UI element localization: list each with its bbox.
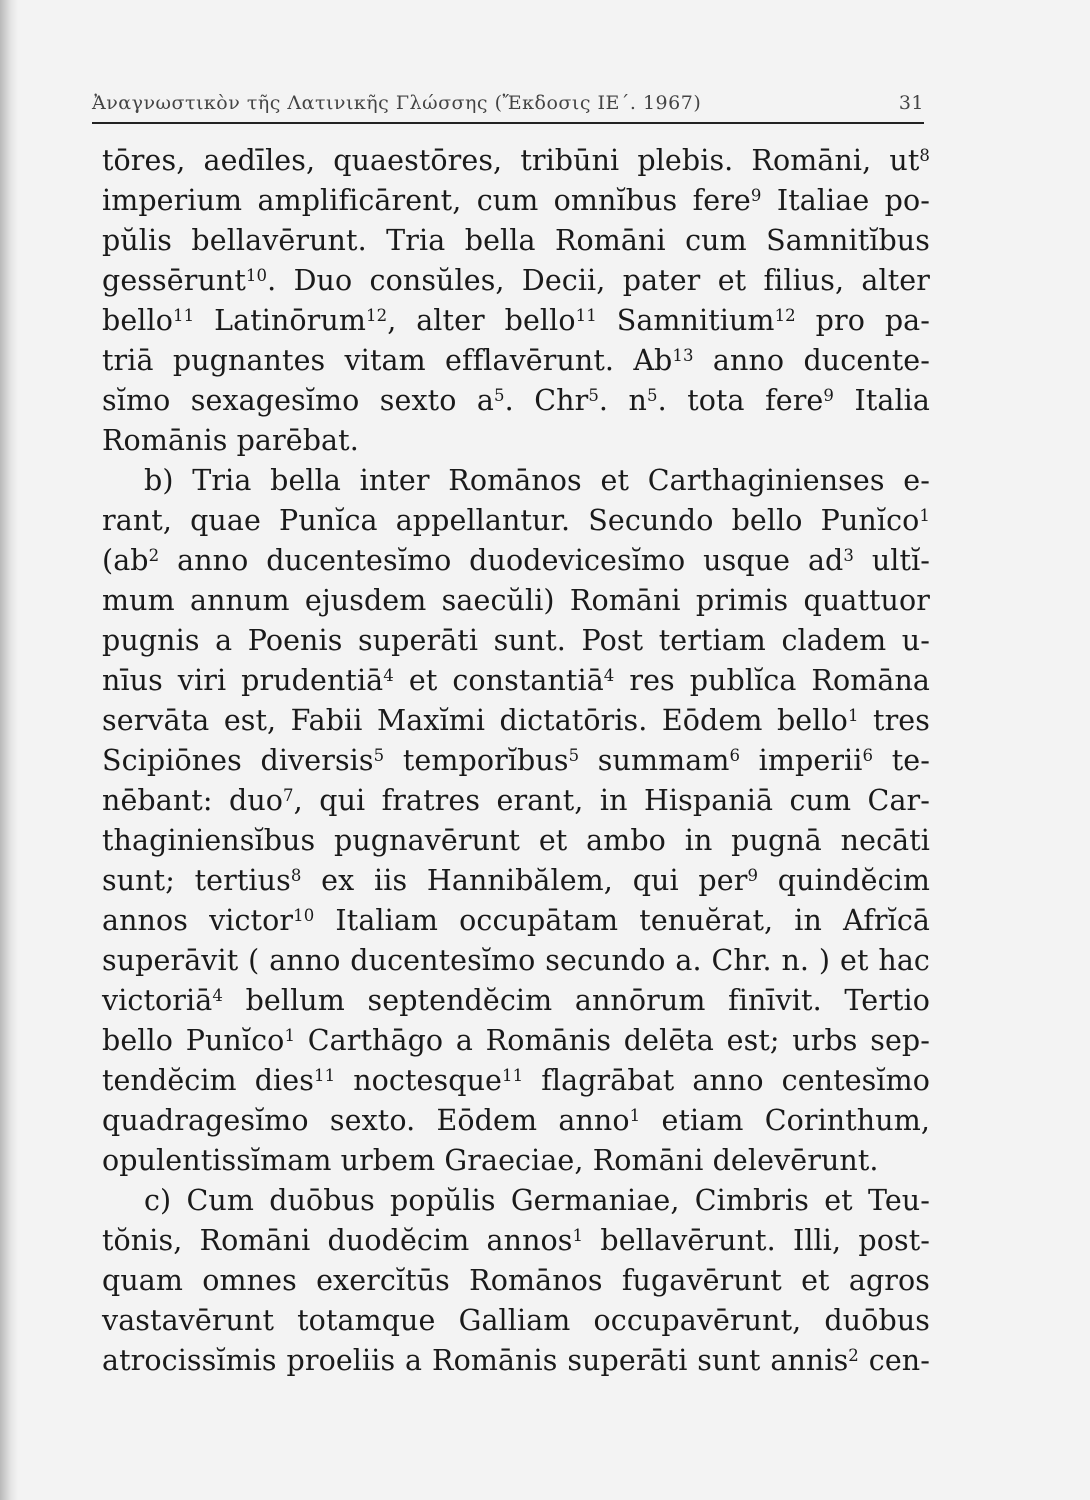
text-line: servāta est, Fabii Maxĭmi dictatōris. Eōdem bello$^1$ tres (102, 704, 930, 737)
text-line: ($ab^2$ anno ducentesĭmo duodevicesĭmo usque $ad^3$ ultĭ- (102, 544, 931, 577)
running-head (92, 92, 924, 124)
text-line: tendĕcim dies$^{11}$ noctesque$^{11}$ flagrābat anno centesĭmo (102, 1064, 930, 1097)
text-line: quam omnes exercĭtūs Romānos fugavērunt et agros (102, 1264, 930, 1297)
paragraph-b-start: b) Tria bella inter Romānos et Carthaginienses e- (144, 464, 930, 497)
text-line: Romānis parēbat. (102, 424, 359, 457)
body-text (102, 141, 930, 1381)
running-head-title: Ἀναγνωστικὸν τῆς Λατινικῆς Γλώσσης (Ἔκδοσις ΙΕ΄. 1967) (92, 92, 702, 114)
text-line: rant, quae Punĭca appellantur. Secundo bello Punĭco$^1$ (102, 504, 930, 537)
page-number: 31 (898, 92, 924, 114)
text-line: pugnis a Poenis superāti sunt. Post tertiam cladem u- (102, 624, 930, 657)
text-line: atrocissĭmis proeliis a Romānis superāti sunt annis$^2$ cen- (102, 1344, 930, 1377)
text-line: vastavērunt totamque Galliam occupavērunt, duōbus (102, 1304, 930, 1337)
text-line: bello Punĭco$^1$ Carthāgo a Romānis delēta est; urbs sep- (102, 1024, 931, 1057)
text-line: thaginiensĭbus pugnavērunt et ambo in pugnā necāti (102, 824, 930, 857)
text-line: triā pugnantes vitam efflavērunt. Ab$^{13}$ anno ducente- (102, 344, 930, 377)
text-line: annos victor$^{10}$ Italiam occupātam tenuĕrat, in Afrĭcā (102, 904, 930, 937)
text-line: sĭmo sexagesĭmo sexto $a^5$. Chr$^5$. $n^5$. tota fere$^9$ Italia (102, 384, 930, 417)
page-binding-edge (0, 0, 18, 1500)
text-line: victoriā$^4$ bellum septendĕcim annōrum finīvit. Tertio (102, 984, 930, 1017)
text-line: imperium amplificārent, cum omnĭbus fere$^9$ Italiae po- (102, 184, 930, 217)
paragraph-c-start: c) Cum duōbus popŭlis Germaniae, Cimbris et Teu- (144, 1184, 930, 1217)
text-line: gessērunt$^{10}$. Duo consŭles, Decii, pater et filius, alter (102, 264, 930, 297)
text-line: bello$^{11}$ Latinōrum$^{12}$, alter bello$^{11}$ Samnitium$^{12}$ pro pa- (102, 304, 930, 337)
text-line: nēbant: duo$^7$, qui fratres erant, in Hispaniā cum Car- (102, 784, 930, 817)
text-line: sunt; tertius$^8$ ex iis Hannibălem, qui per$^9$ quindĕcim (102, 864, 930, 897)
text-line: opulentissĭmam urbem Graeciae, Romāni delevērunt. (102, 1144, 879, 1177)
text-line: quadragesĭmo sexto. Eōdem anno$^1$ etiam Corinthum, (102, 1104, 931, 1137)
text-line: nīus viri prudentiā$^4$ et constantiā$^4$ res publĭca Romāna (102, 664, 931, 697)
text-line: mum annum ejusdem saecŭli) Romāni primis quattuor (102, 584, 930, 617)
text-line: tŏnis, Romāni duodĕcim annos$^1$ bellavērunt. Illi, post- (102, 1224, 930, 1257)
text-line: superāvit ( anno ducentesĭmo secundo a. Chr. n. ) et hac (102, 944, 930, 977)
text-line: tōres, aedīles, quaestōres, tribūni plebis. Romāni, $ut^8$ (102, 144, 930, 177)
text-line: pŭlis bellavērunt. Tria bella Romāni cum Samnitĭbus (102, 224, 930, 257)
text-line: Scipiōnes diversis$^5$ temporĭbus$^5$ summam$^6$ imperii$^6$ te- (102, 744, 930, 777)
